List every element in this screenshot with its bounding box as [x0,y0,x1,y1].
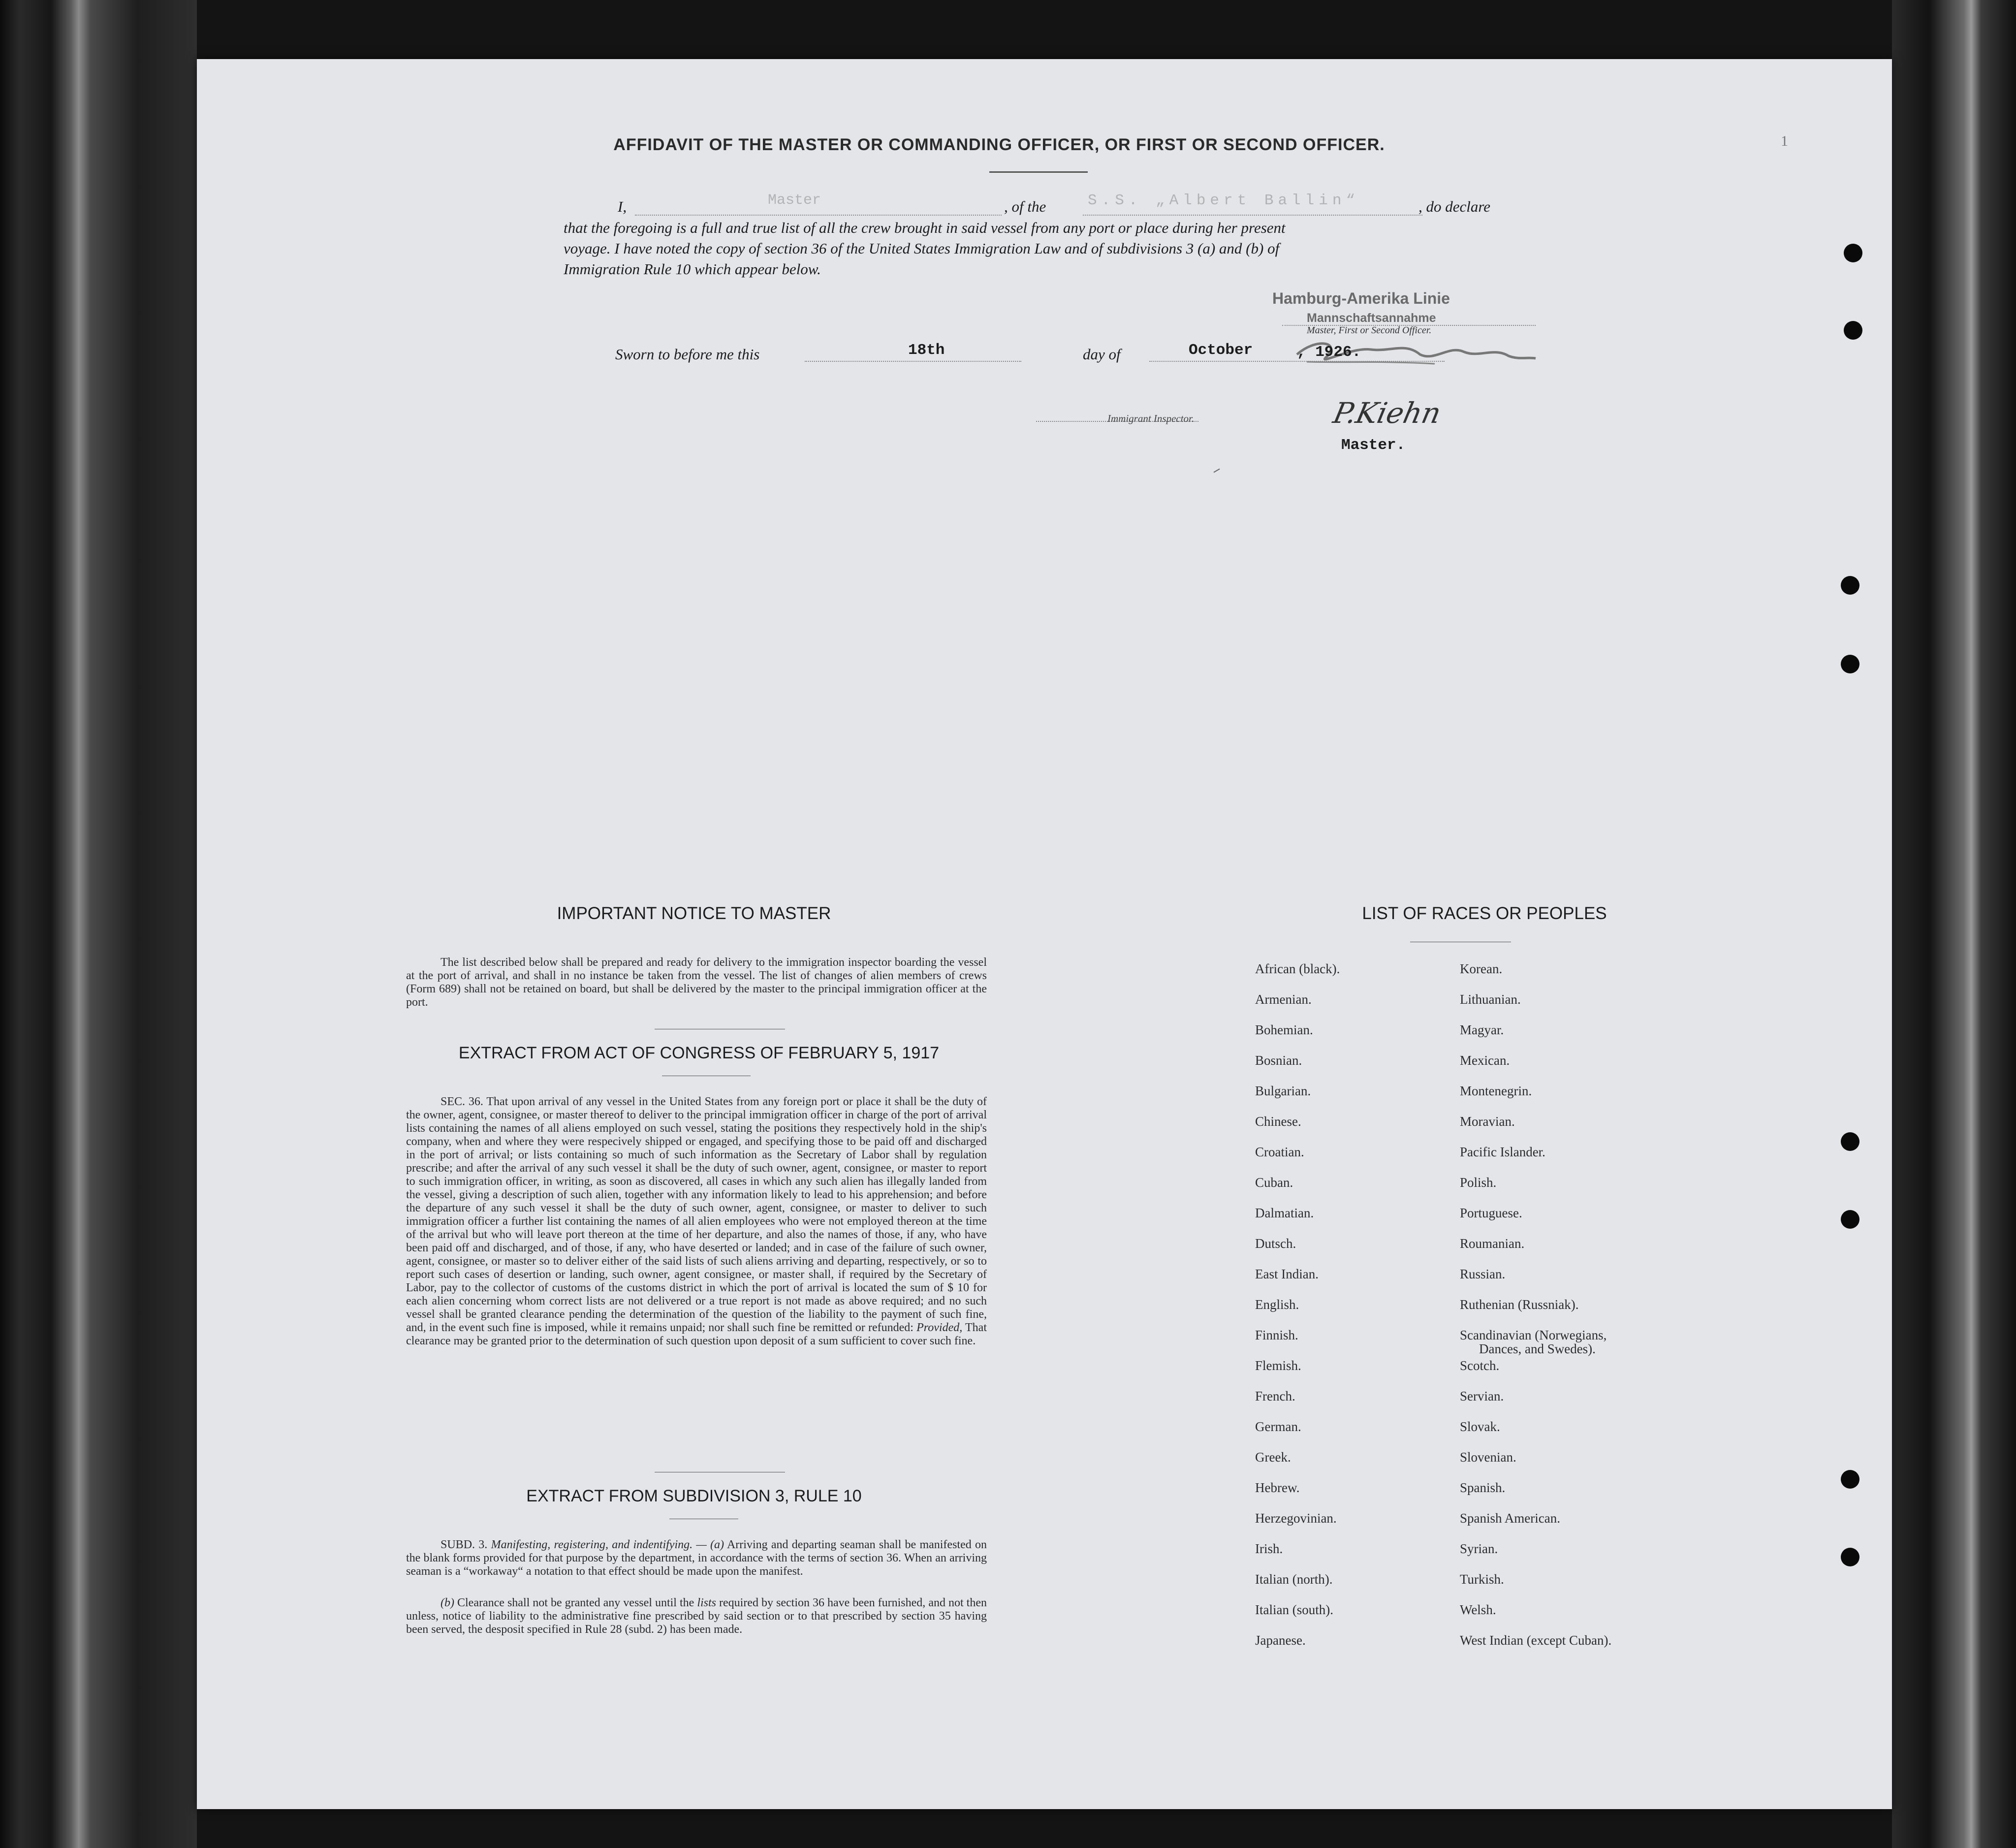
race-item: Roumanian. [1460,1236,1525,1251]
master-fill: Master [768,192,821,209]
race-item: Pacific Islander. [1460,1145,1545,1159]
subd-b-text-1: Clearance shall not be granted any vessel until the [457,1596,694,1609]
race-item: Armenian. [1255,992,1312,1007]
notice-heading: IMPORTANT NOTICE TO MASTER [557,904,831,923]
race-item: Korean. [1460,961,1503,976]
document-page [197,59,1892,1809]
subd-b-label: (b) [441,1596,454,1609]
company-stamp-line-1: Hamburg-Amerika Linie [1272,289,1450,307]
subd-a-text: Arriving and departing seaman shall be manifested on the blank forms provided for that purpose by the department, in accordance with the terms of section 36. When an arriving seaman is a “workaway“ a notation to that effect should be made upon the manifest. [406,1538,987,1578]
binder-hole [1844,321,1862,340]
race-item: Croatian. [1255,1145,1304,1159]
race-item: Moravian. [1460,1114,1515,1129]
race-item: Magyar. [1460,1022,1504,1037]
race-item: Cuban. [1255,1175,1293,1190]
do-declare-text: , do declare [1418,198,1491,215]
race-item: Spanish. [1460,1480,1506,1495]
officer-caption: Master, First or Second Officer. [1307,325,1432,336]
act-body-end: That clearance may be granted prior to the determination of such question upon deposit of a sum sufficient to cover such fine. [406,1321,987,1347]
race-item: Montenegrin. [1460,1083,1532,1098]
race-item: Slovak. [1460,1419,1500,1434]
race-item: Dances, and Swedes). [1479,1341,1596,1356]
declaration-line-2: that the foregoing is a full and true list of all the crew brought in said vessel from any port or place during her present [564,219,1286,236]
binder-hole [1841,655,1859,673]
races-heading: LIST OF RACES OR PEOPLES [1362,904,1607,923]
race-item: Scandinavian (Norwegians, [1460,1328,1607,1342]
subd-a-label: — (a) [696,1538,724,1551]
race-item: Spanish American. [1460,1511,1560,1526]
subd-label: SUBD. 3. [441,1538,488,1551]
race-item: Hebrew. [1255,1480,1300,1495]
race-item: Servian. [1460,1389,1504,1403]
race-item: Mexican. [1460,1053,1510,1068]
subd-b-lists: lists [697,1596,716,1609]
page-mark: 1 [1781,133,1788,149]
month-fill: October [1189,342,1253,359]
binder-hole [1841,1210,1859,1229]
subd-title: Manifesting, registering, and indentifying. [491,1538,693,1551]
race-item: Polish. [1460,1175,1497,1190]
race-item: Bulgarian. [1255,1083,1311,1098]
declaration-line-3: voyage. I have noted the copy of section 36 of the United States Immigration Law and of subdivisions 3 (a) and (b) of [564,240,1280,257]
race-item: Italian (south). [1255,1602,1333,1617]
day-fill-line [805,361,1021,362]
title-underline [989,171,1088,173]
act-body: SEC. 36. That upon arrival of any vessel in the United States from any foreign port or place it shall be the duty of the owner, agent, consignee, or master thereof to deliver to the principal immigration officer in charge of the port of arrival lists containing the names of all aliens employed on such vessel, stating the positions they respectively hold in the ship's company, when and where they were respecively shipped or engaged, and specifying those to be paid off and discharged in the port of arrival; or lists containing so much of such information as the Secretary of Labor shall by regulation prescribe; and after the arrival of any such vessel it shall be the duty of such owner, agent, consignee, or master to report to such immigration officer, in writing, as soon as discovered, all cases in which any such alien has illegally landed from the vessel, giving a description of such alien, together with any information likely to lead to his apprehension; and before the departure of any such vessel it shall be the duty of such owner, agent, consignee, or master to deliver to such immigration officer a further list containing the names of all alien employees who were not employed thereon at the time of the arrival but who will leave port thereon at the time of her departure, and also the names of those, if any, who have been paid off and discharged, and of those, if any, who have deserted or landed; and in case of the failure of such owner, agent, consignee, or master so to deliver either of the said lists of such aliens arriving and departing, respectively, or so to report such cases of desertion or landing, such owner, agent consignee, or master shall, if required by the Secretary of Labor, pay to the collector of customs of the customs district in which the port of arrival is located the sum of $ 10 for each alien concerning whom correct lists are not delivered or a true report is not made as above required; and no such vessel shall be granted clearance pending the determination of the question of the liability to the payment of such fine, and, in the event such fine is imposed, while it remains unpaid; nor shall such fine be remitted or refunded: [406,1095,987,1334]
race-item: Portuguese. [1460,1206,1522,1220]
race-item: Greek. [1255,1450,1291,1465]
act-extract-text [406,1095,987,1348]
act-extract-heading: EXTRACT FROM ACT OF CONGRESS OF FEBRUARY 5, 1917 [458,1044,940,1062]
month-fill-line [1149,361,1445,362]
race-item: Italian (north). [1255,1572,1333,1587]
subd-b-text-2: required by section 36 have been furnished, and not then unless, notice of liability to the administrative fine prescribed by said section or to that prescribed by section 35 having been served, the desposit specified in Rule 28 (subd. 2) has been made. [406,1596,987,1636]
race-item: Dalmatian. [1255,1206,1314,1220]
rule-extract-heading: EXTRACT FROM SUBDIVISION 3, RULE 10 [526,1487,862,1505]
inspector-caption: Immigrant Inspector. [1107,413,1195,424]
binder-hole [1841,1132,1859,1151]
binder-hole [1841,1470,1859,1489]
race-item: Finnish. [1255,1328,1298,1342]
film-frame-left [0,0,197,1848]
notice-text: The list described below shall be prepared and ready for delivery to the immigration inspector boarding the vessel at the port of arrival, and shall in no instance be taken from the vessel. The list of changes of alien members of crews (Form 689) shall not be retained on board, but shall be delivered by the master to the principal immigration officer at the port. [406,956,987,1009]
film-frame-right [1892,0,2016,1848]
race-item: African (black). [1255,961,1340,976]
race-item: Bosnian. [1255,1053,1302,1068]
race-item: Dutsch. [1255,1236,1296,1251]
race-item: Russian. [1460,1267,1506,1281]
race-item: East Indian. [1255,1267,1319,1281]
master-fill-line [635,215,1002,216]
rule-extract-text-b [406,1596,987,1636]
race-item: Scotch. [1460,1358,1500,1373]
rule-extract-text-a [406,1538,987,1578]
act-provided: Provided, [916,1321,963,1334]
race-item: Syrian. [1460,1541,1498,1556]
race-item: Flemish. [1255,1358,1301,1373]
of-the-text: , of the [1004,198,1046,215]
race-item: Herzegovinian. [1255,1511,1337,1526]
affidavit-title: AFFIDAVIT OF THE MASTER OR COMMANDING OFFICER, OR FIRST OR SECOND OFFICER. [613,135,1385,154]
race-item: French. [1255,1389,1295,1403]
race-item: West Indian (except Cuban). [1460,1633,1612,1648]
company-stamp-line-2: Mannschaftsannahme [1307,311,1436,325]
race-item: Welsh. [1460,1602,1496,1617]
declaration-start: I, [618,198,627,215]
vessel-fill: S.S. „Albert Ballin“ [1088,192,1360,209]
vessel-fill-line [1083,215,1422,216]
day-fill: 18th [908,342,945,359]
master-signature: P.Kiehn [1330,396,1444,430]
day-of-text: day of [1083,346,1121,363]
race-item: Ruthenian (Russniak). [1460,1297,1579,1312]
race-item: Bohemian. [1255,1022,1313,1037]
race-item: Turkish. [1460,1572,1504,1587]
declaration-line-4: Immigration Rule 10 which appear below. [564,260,821,278]
race-item: Chinese. [1255,1114,1301,1129]
race-item: German. [1255,1419,1301,1434]
race-item: Slovenian. [1460,1450,1516,1465]
stray-mark [1213,469,1220,473]
race-item: Japanese. [1255,1633,1306,1648]
master-label: Master. [1341,437,1406,454]
race-item: Irish. [1255,1541,1283,1556]
year-text: , 1926. [1297,344,1361,361]
sworn-text: Sworn to before me this [615,346,760,363]
binder-hole [1844,244,1862,262]
race-item: Lithuanian. [1460,992,1521,1007]
binder-hole [1841,576,1859,595]
race-item: English. [1255,1297,1299,1312]
binder-hole [1841,1548,1859,1566]
